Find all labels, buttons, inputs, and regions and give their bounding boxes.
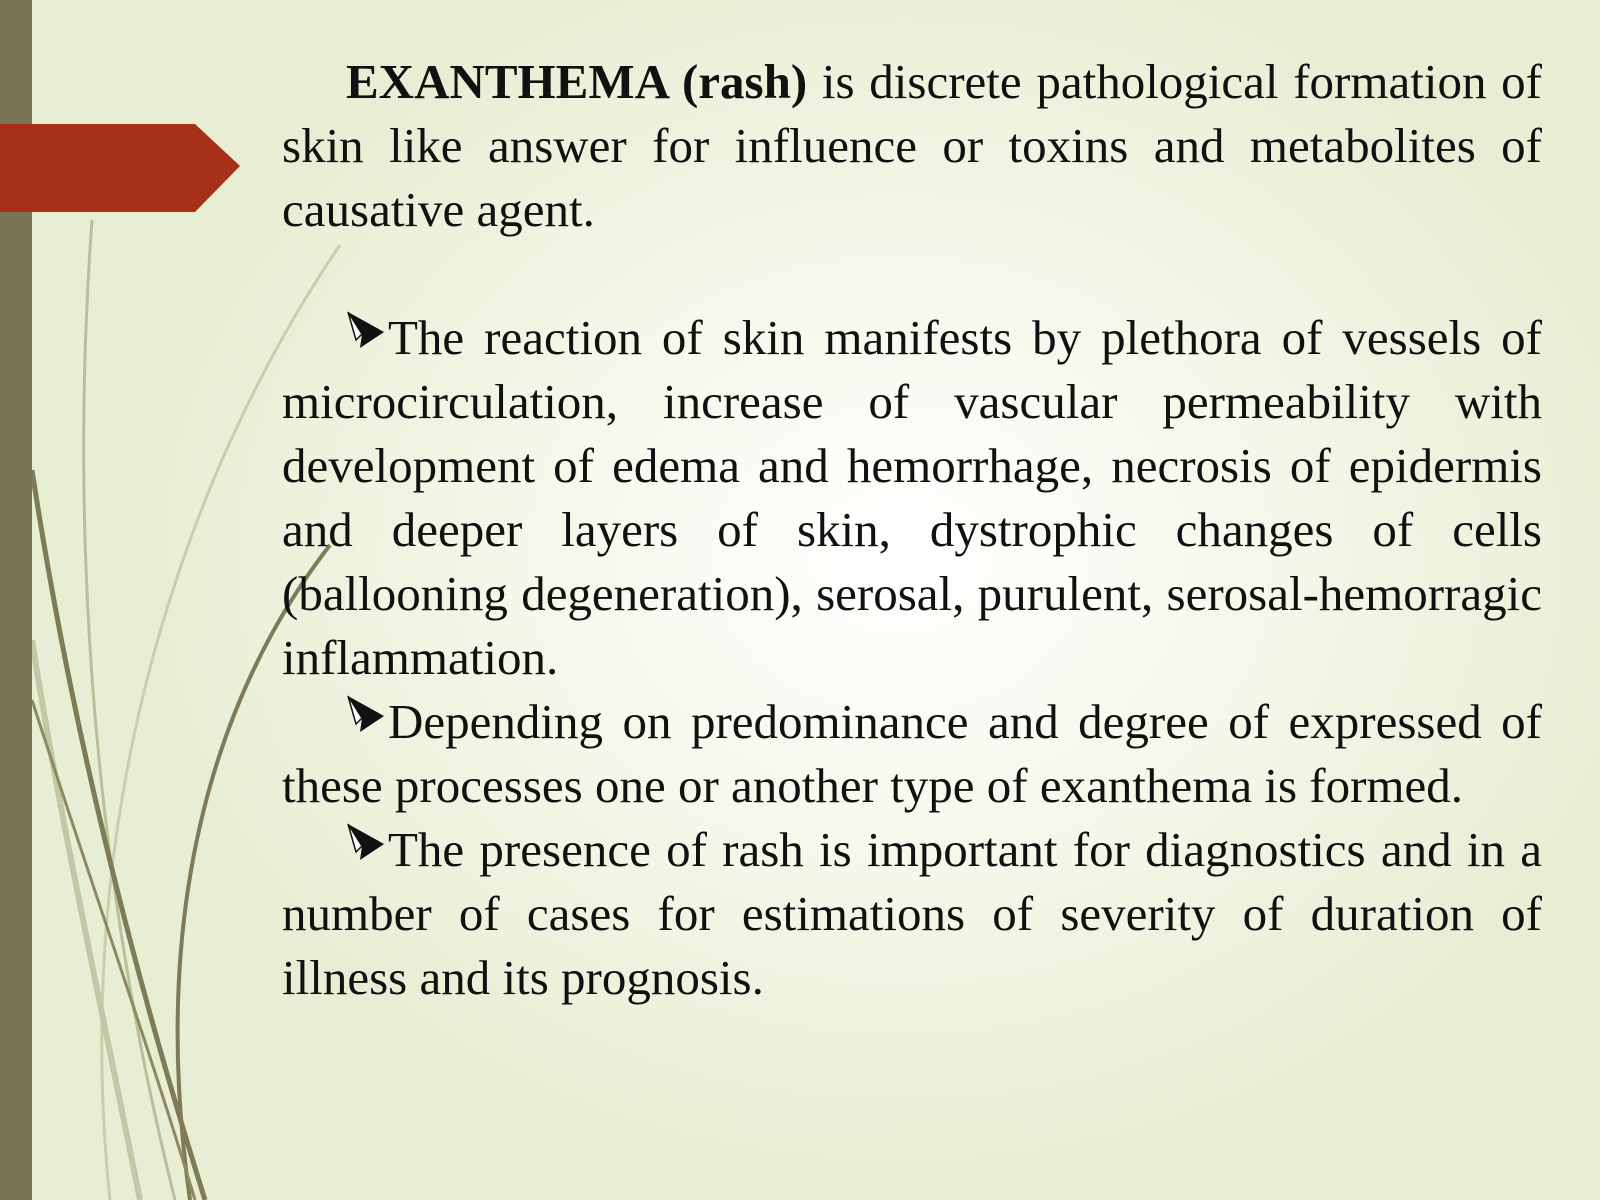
bullet-text: Depending on predominance and degree of expressed of these processes one or another type of exanthema is formed. xyxy=(282,694,1542,813)
red-arrow-shape xyxy=(0,124,240,214)
deco-curve-dark-3 xyxy=(32,700,195,1200)
intro-text: is discrete pathological formation of skin like answer for influence or toxins and metabolites of causative agent. xyxy=(282,54,1542,237)
bullet-paragraph xyxy=(282,306,1542,690)
bullet-text: The reaction of skin manifests by plethora of vessels of microcirculation, increase of vascular permeability with development of edema and hemorrhage, necrosis of epidermis and deeper layers of skin, dystrophic changes of cells (ballooning degeneration), serosal, purulent, serosal-hemorragic inflammation. xyxy=(282,310,1542,685)
slide-content xyxy=(282,50,1542,1010)
bullet-paragraph xyxy=(282,818,1542,1010)
bullet-paragraph xyxy=(282,690,1542,818)
bullet-text: The presence of rash is important for diagnostics and in a number of cases for estimations of severity of duration of illness and its prognosis. xyxy=(282,822,1542,1005)
arrow-bullet-icon xyxy=(346,310,386,350)
term-exanthema: EXANTHEMA (rash) xyxy=(346,54,808,109)
intro-paragraph xyxy=(282,50,1542,242)
arrow-bullet-icon xyxy=(346,694,386,734)
arrow-bullet-icon xyxy=(346,822,386,862)
